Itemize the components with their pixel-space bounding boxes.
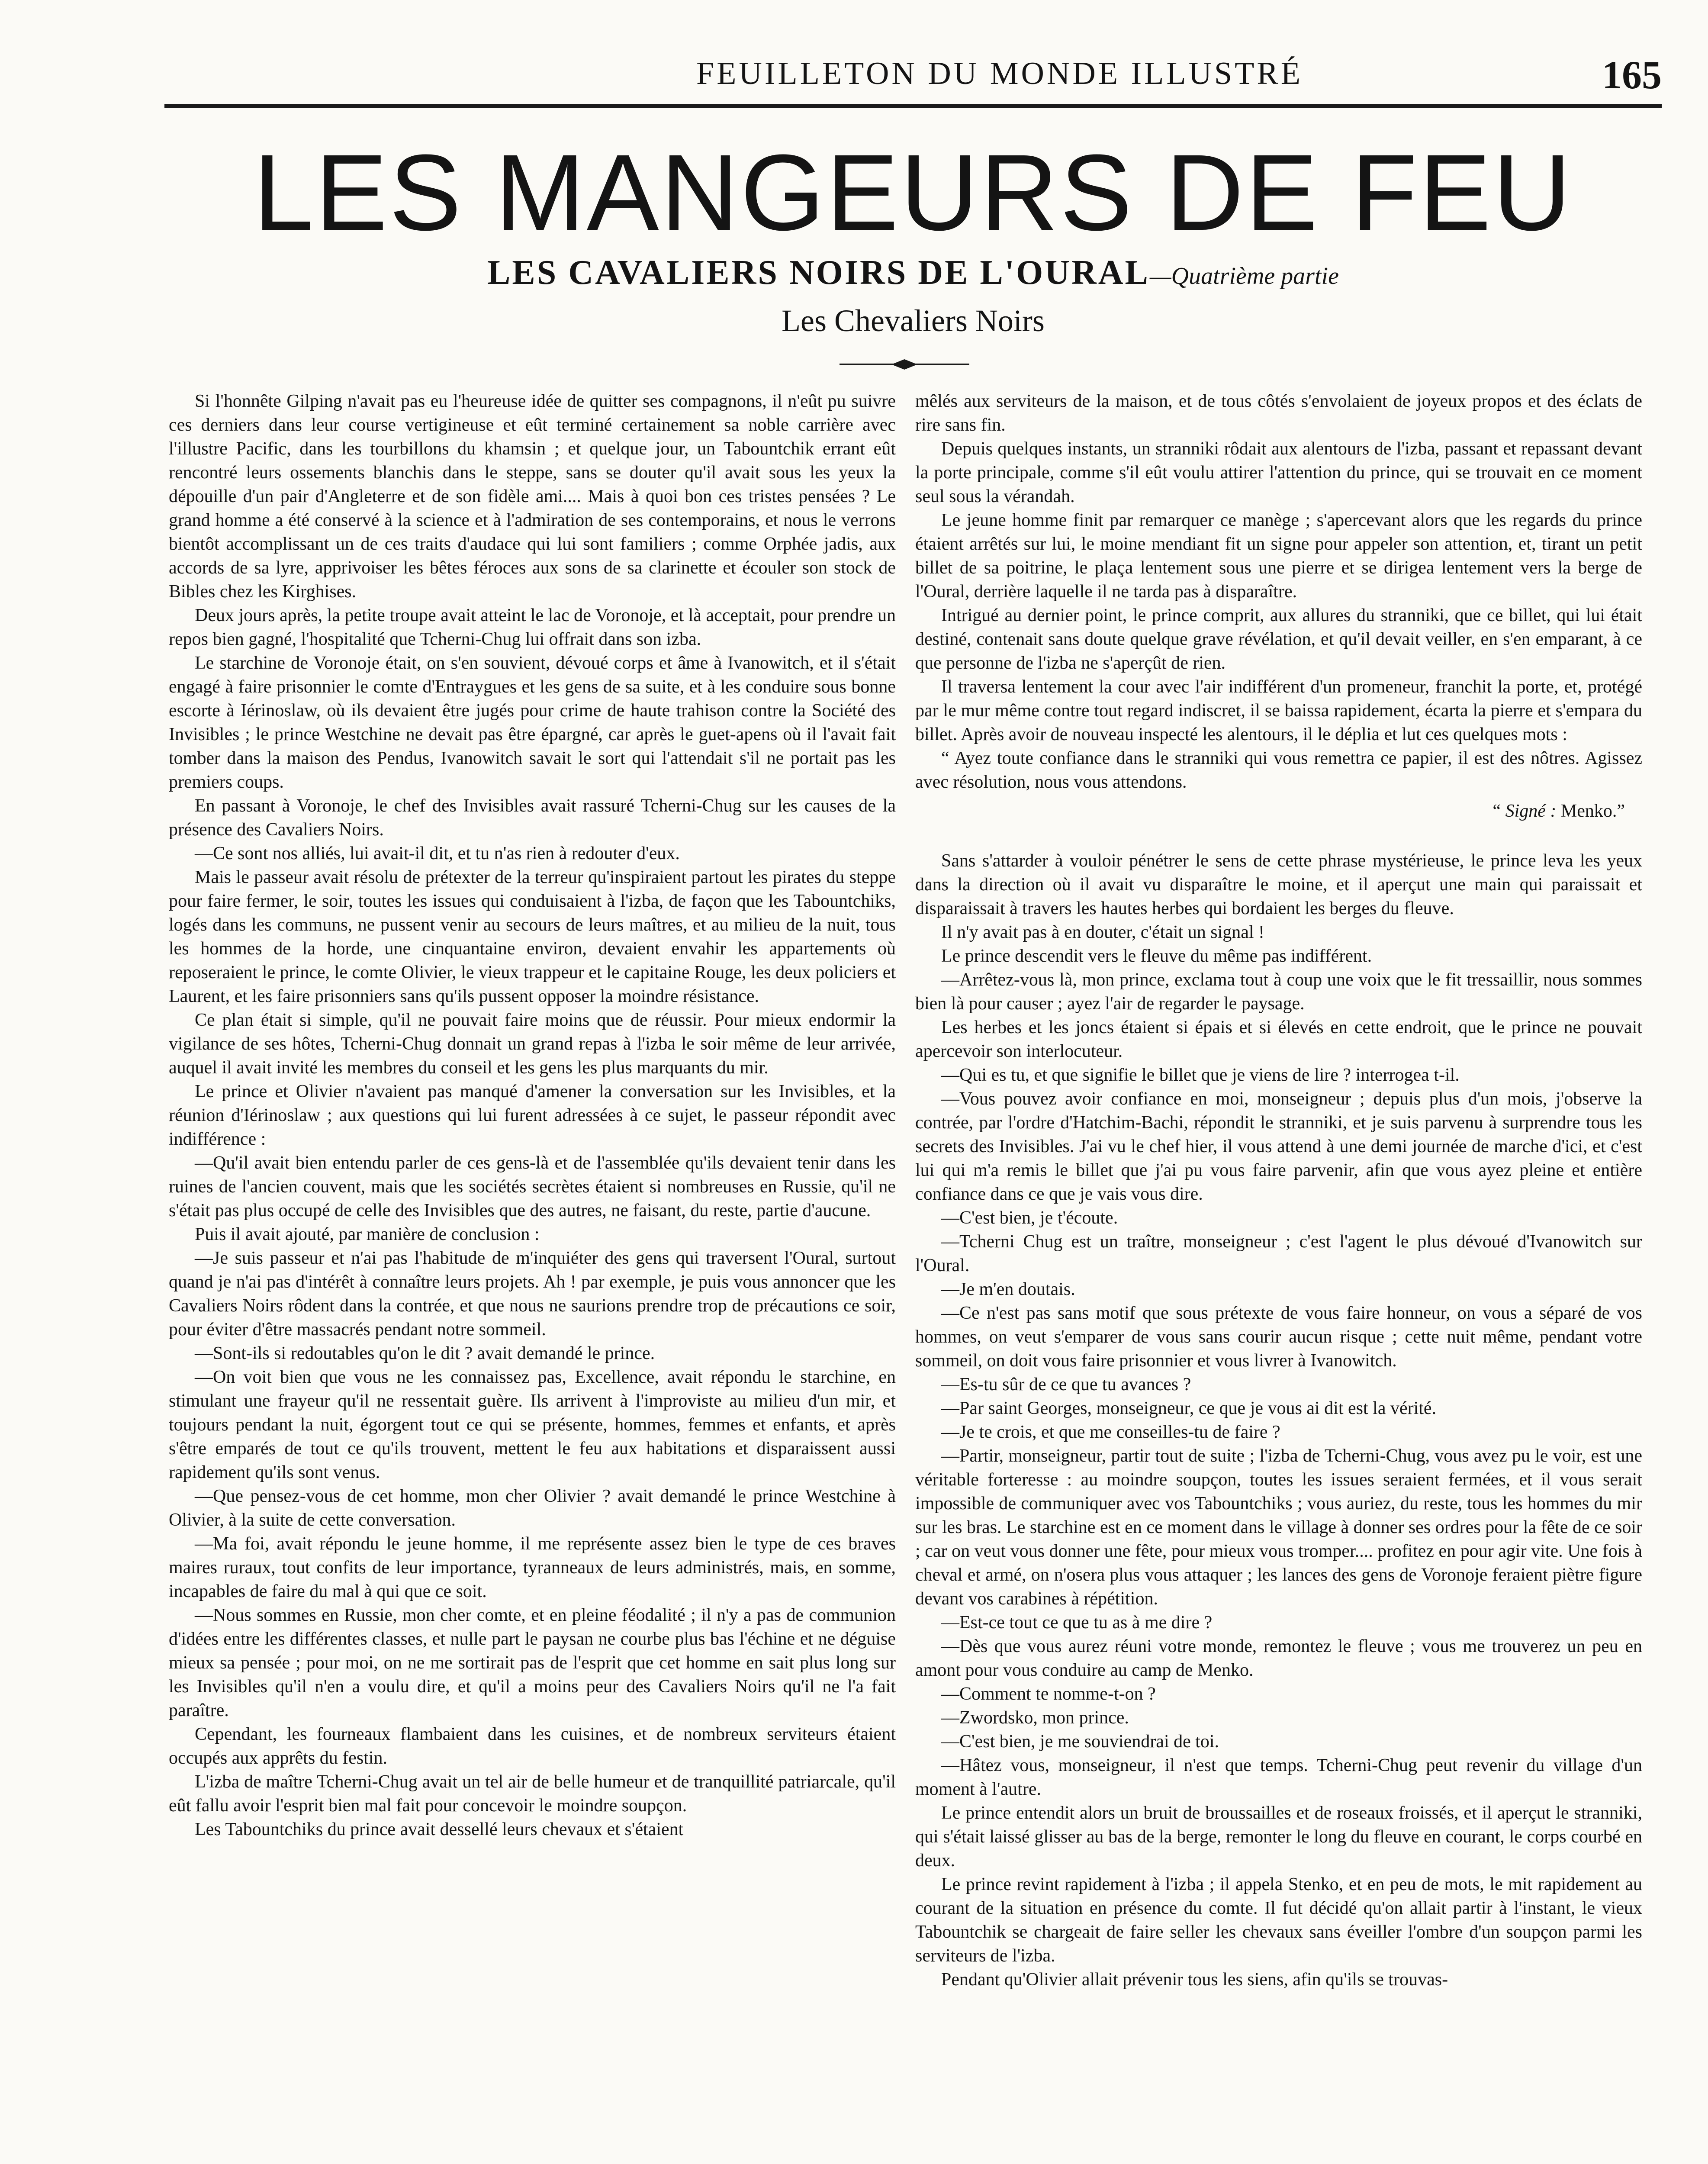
paragraph: Intrigué au dernier point, le prince comprit, aux allures du stranniki, que ce billet, qui lui était destiné, contenait sans doute quelque grave révélation, et qu'il devait veiller, en s'en emparant, à ce que personne de l'izba ne s'aperçût de rien. xyxy=(915,605,1642,673)
paragraph: Le prince revint rapidement à l'izba ; il appela Stenko, et en peu de mots, le mit rapidement au courant de la situation en présence du comte. Il fut décidé qu'on allait partir à l'instant, le vieux Tabountchik se chargeait de faire seller les chevaux sans éveiller l'ombre d'un soupçon parmi les serviteurs de l'izba. xyxy=(915,1874,1642,1966)
paragraph: Ce plan était si simple, qu'il ne pouvait faire moins que de réussir. Pour mieux endormir la vigilance de ses hôtes, Tcherni-Chug donnait un grand repas à l'izba le soir même de leur arrivée, auquel il avait invité les membres du conseil et les gens les plus marquants du mir. xyxy=(169,1010,896,1078)
page-number: 165 xyxy=(1602,53,1662,97)
paragraph: —Partir, monseigneur, partir tout de suite ; l'izba de Tcherni-Chug, vous avez pu le voir, est une véritable forteresse : au moindre soupçon, toutes les issues seraient fermées, et il vous serait impossible de communiquer avec vos Tabountchiks ; vous auriez, du reste, tous les hommes du mir sur les bras. Le starchine est en ce moment dans le village à donner ses ordres pour la fête de ce soir ; car on veut vous donner une fête, pour mieux vous tromper.... profitez en pour agir vite. Une fois à cheval et armé, on n'osera plus vous attaquer ; les lances des gens de Voronoje feraient piètre figure devant vos carabines à répétition. xyxy=(915,1446,1642,1609)
right-column-bottom xyxy=(915,849,1642,1992)
paragraph: —Est-ce tout ce que tu as à me dire ? xyxy=(941,1613,1213,1633)
paragraph: —Ce n'est pas sans motif que sous prétexte de vous faire honneur, on vous a séparé de vos hommes, on veut s'emparer de vous sans courir aucun risque ; cette nuit même, pendant votre sommeil, on doit vous faire prisonnier et vous livrer à Ivanowitch. xyxy=(915,1303,1642,1371)
paragraph: —C'est bien, je me souviendrai de toi. xyxy=(941,1732,1219,1752)
ornament-divider-icon xyxy=(840,356,969,373)
paragraph: Les herbes et les joncs étaient si épais et si élevés en cette endroit, que le prince ne pouvait apercevoir son interlocuteur. xyxy=(915,1018,1642,1061)
right-column xyxy=(915,390,1642,2164)
paragraph: Puis il avait ajouté, par manière de conclusion : xyxy=(195,1224,540,1244)
paragraph: —Qu'il avait bien entendu parler de ces gens-là et de l'assemblée qu'ils devaient tenir dans les ruines de l'ancien couvent, mais que les sociétés secrètes étaient si nombreuses en Russie, qu'il ne s'était pas plus occupé de celle des Invisibles que des autres, ne faisant, du reste, partie d'aucune. xyxy=(169,1153,896,1220)
right-column-top xyxy=(915,390,1642,794)
paragraph: Depuis quelques instants, un stranniki rôdait aux alentours de l'izba, passant et repassant devant la porte principale, comme s'il eût voulu attirer l'attention du prince, qui se trouvait en ce moment seul sous la vérandah. xyxy=(915,439,1642,506)
paragraph: —Je te crois, et que me conseilles-tu de faire ? xyxy=(941,1422,1280,1442)
paragraph: —On voit bien que vous ne les connaissez pas, Excellence, avait répondu le starchine, en stimulant une frayeur qu'il ne ressentait guère. Ils arrivent à l'improviste au milieu d'un mir, et toujours pendant la nuit, égorgent tout ce qui se présente, hommes, femmes et enfants, et après s'être emparés de tout ce qu'ils trouvent, mettent le feu aux habitations et disparaissent aussi rapidement qu'ils sont venus. xyxy=(169,1367,896,1482)
running-head: FEUILLETON DU MONDE ILLUSTRÉ xyxy=(696,56,1303,91)
paragraph: —Comment te nomme-t-on ? xyxy=(941,1684,1156,1704)
subtitle-main: LES CAVALIERS NOIRS DE L'OURAL xyxy=(487,254,1150,292)
signature xyxy=(915,799,1642,823)
story-title: LES MANGEURS DE FEU xyxy=(253,132,1573,253)
paragraph: —Tcherni Chug est un traître, monseigneur ; c'est l'agent le plus dévoué d'Ivanowitch sur l'Oural. xyxy=(915,1232,1642,1275)
story-subtitle xyxy=(164,253,1662,293)
paragraph: Deux jours après, la petite troupe avait atteint le lac de Voronoje, et là acceptait, pour prendre un repos bien gagné, l'hospitalité que Tcherni-Chug lui offrait dans son izba. xyxy=(169,605,896,649)
paragraph: —Qui es tu, et que signifie le billet que je viens de lire ? interrogea t-il. xyxy=(941,1065,1460,1085)
paragraph: —Que pensez-vous de cet homme, mon cher Olivier ? avait demandé le prince Westchine à Olivier, à la suite de cette conversation. xyxy=(169,1486,896,1530)
paragraph: Cependant, les fourneaux flambaient dans les cuisines, et de nombreux serviteurs étaient occupés aux apprêts du festin. xyxy=(169,1724,896,1768)
signature-prefix: “ xyxy=(1492,801,1505,821)
paragraph: —Je suis passeur et n'ai pas l'habitude de m'inquiéter des gens qui traversent l'Oural, surtout quand je n'ai pas d'intérêt à connaître leurs projets. Ah ! par exemple, je puis vous annoncer que les Cavaliers Noirs rôdent dans la contrée, et que nous ne saurions prendre trop de précautions ce soir, pour éviter d'être massacrés pendant notre sommeil. xyxy=(169,1248,896,1340)
paragraph: Si l'honnête Gilping n'avait pas eu l'heureuse idée de quitter ses compagnons, il n'eût pu suivre ces derniers dans leur course vertigineuse et eût terminé certainement sa noble carrière avec l'illustre Pacific, dans les tourbillons du khamsin ; et quelque jour, un Tabountchik errant eût rencontré leurs ossements blanchis dans le steppe, sans se douter qu'il avait sous les yeux la dépouille d'un pair d'Angleterre et de son fidèle ami.... Mais à quoi bon ces tristes pensées ? Le grand homme a été conservé à la science et à l'admiration de ses contemporains, et nous le verrons bientôt accomplissant un de ces traits d'audace qui lui sont familiers ; comme Orphée jadis, aux accords de sa lyre, apprivoiser les bêtes féroces aux sons de sa clarinette et écouler son stock de Bibles chez les Kirghises. xyxy=(169,391,896,602)
paragraph: “ Ayez toute confiance dans le stranniki qui vous remettra ce papier, il est des nôtres. Agissez avec résolution, nous vous attendons. xyxy=(915,748,1642,792)
paragraph: Mais le passeur avait résolu de prétexter de la terreur qu'inspiraient partout les pirates du steppe pour faire fermer, le soir, toutes les issues qui conduisaient à l'izba, de façon que les Tabountchiks, logés dans les communs, ne pussent venir au secours de leurs maîtres, et au milieu de la nuit, tous les hommes de la horde, une cinquantaine environ, devaient envahir les appartements où reposeraient le prince, le comte Olivier, le vieux trappeur et le capitaine Rouge, les deux policiers et Laurent, et les faire prisonniers sans qu'ils pussent opposer la moindre résistance. xyxy=(169,867,896,1006)
paragraph: —C'est bien, je t'écoute. xyxy=(941,1208,1118,1228)
paragraph: Sans s'attarder à vouloir pénétrer le sens de cette phrase mystérieuse, le prince leva les yeux dans la direction où il avait vu disparaître le moine, et il aperçut une main qui paraissait et disparaissait à travers les hautes herbes qui bordaient les berges du fleuve. xyxy=(915,851,1642,918)
page-header xyxy=(164,52,1662,108)
paragraph: —Es-tu sûr de ce que tu avances ? xyxy=(941,1375,1191,1394)
chapter-heading: Les Chevaliers Noirs xyxy=(782,303,1045,338)
paragraph: —Ce sont nos alliés, lui avait-il dit, et tu n'as rien à redouter d'eux. xyxy=(195,844,680,863)
paragraph: —Arrêtez-vous là, mon prince, exclama tout à coup une voix que le fit tressaillir, nous sommes bien là pour causer ; ayez l'air de regarder le paysage. xyxy=(915,970,1642,1014)
paragraph: Le starchine de Voronoje était, on s'en souvient, dévoué corps et âme à Ivanowitch, et il s'était engagé à faire prisonnier le comte d'Entraygues et les gens de sa suite, et à les conduire sous bonne escorte à Iérinoslaw, où ils devaient être jugés pour crime de haute trahison contre la Société des Invisibles ; le prince Westchine ne devait pas être épargné, car après le guet-apens où il l'avait fait tomber dans la maison des Pendus, Ivanowitch savait le sort qui l'attendait s'il ne portait pas les premiers coups. xyxy=(169,653,896,792)
paragraph: L'izba de maître Tcherni-Chug avait un tel air de belle humeur et de tranquillité patriarcale, qu'il eût fallu avoir l'esprit bien mal fait pour concevoir le moindre soupçon. xyxy=(169,1772,896,1816)
paragraph: mêlés aux serviteurs de la maison, et de tous côtés s'envolaient de joyeux propos et des éclats de rire sans fin. xyxy=(915,391,1642,435)
paragraph: Il n'y avait pas à en douter, c'était un signal ! xyxy=(941,922,1265,942)
paragraph: —Dès que vous aurez réuni votre monde, remontez le fleuve ; vous me trouverez un peu en amont pour vous conduire au camp de Menko. xyxy=(915,1636,1642,1680)
signature-signed: Signé : xyxy=(1505,801,1557,821)
paragraph: —Par saint Georges, monseigneur, ce que je vous ai dit est la vérité. xyxy=(941,1398,1437,1418)
paragraph: Les Tabountchiks du prince avait dessellé leurs chevaux et s'étaient xyxy=(195,1819,684,1839)
paragraph: —Zwordsko, mon prince. xyxy=(941,1708,1129,1728)
left-column xyxy=(169,390,896,2164)
paragraph: —Hâtez vous, monseigneur, il n'est que temps. Tcherni-Chug peut revenir du village d'un moment à l'autre. xyxy=(915,1755,1642,1799)
paragraph: Le prince entendit alors un bruit de broussailles et de roseaux froissés, et il aperçut le stranniki, qui s'était laissé glisser au bas de la berge, remonter le long du fleuve en courant, le corps courbé en deux. xyxy=(915,1803,1642,1871)
paragraph: —Je m'en doutais. xyxy=(941,1279,1075,1299)
subtitle-part: —Quatrième partie xyxy=(1149,263,1339,290)
signature-name: Menko.” xyxy=(1556,801,1625,821)
paragraph: Pendant qu'Olivier allait prévenir tous les siens, afin qu'ils se trouvas- xyxy=(941,1970,1448,1990)
paragraph: —Vous pouvez avoir confiance en moi, monseigneur ; depuis plus d'un mois, j'observe la contrée, par l'ordre d'Hatchim-Bachi, répondit le stranniki, et je suis parvenu à surprendre tous les secrets des Invisibles. J'ai vu le chef hier, il vous attend à une demi journée de marche d'ici, et c'est lui qui m'a remis le billet que j'ai pu vous faire parvenir, afin que vous ayez pleine et entière confiance dans ce que je vais vous dire. xyxy=(915,1089,1642,1204)
paragraph: —Nous sommes en Russie, mon cher comte, et en pleine féodalité ; il n'y a pas de communion d'idées entre les différentes classes, et nulle part le paysan ne courbe plus bas l'échine et ne déguise mieux sa pensée ; pour moi, on ne me sortirait pas de l'esprit que cet homme en sait plus long sur les Invisibles qu'il n'en a voulu dire, et qu'il a moins peur des Cavaliers Noirs qu'il ne l'a fait paraître. xyxy=(169,1605,896,1720)
paragraph: Il traversa lentement la cour avec l'air indifférent d'un promeneur, franchit la porte, et, protégé par le mur même contre tout regard indiscret, il se baissa rapidement, écarta la pierre et s'empara du billet. Après avoir de nouveau inspecté les alentours, il le déplia et lut ces quelques mots : xyxy=(915,677,1642,744)
paragraph: Le prince descendit vers le fleuve du même pas indifférent. xyxy=(941,946,1372,966)
paragraph: Le prince et Olivier n'avaient pas manqué d'amener la conversation sur les Invisibles, et la réunion d'Iérinoslaw ; aux questions qui lui furent adressées à ce sujet, le passeur répondit avec indifférence : xyxy=(169,1082,896,1149)
paragraph: —Ma foi, avait répondu le jeune homme, il me représente assez bien le type de ces braves maires ruraux, tout confits de leur importance, tyranneaux de leurs administrés, mais, en somme, incapables de faire du mal à qui que ce soit. xyxy=(169,1534,896,1601)
paragraph: En passant à Voronoje, le chef des Invisibles avait rassuré Tcherni-Chug sur les causes de la présence des Cavaliers Noirs. xyxy=(169,796,896,840)
paragraph: —Sont-ils si redoutables qu'on le dit ? avait demandé le prince. xyxy=(195,1343,655,1363)
paragraph: Le jeune homme finit par remarquer ce manège ; s'apercevant alors que les regards du prince étaient arrêtés sur lui, le moine mendiant fit un signe pour appeler son attention, et, tirant un petit billet de sa poitrine, le plaça lentement sous une pierre et se dirigea lentement vers la berge de l'Oural, derrière laquelle il ne tarda pas à disparaître. xyxy=(915,510,1642,602)
